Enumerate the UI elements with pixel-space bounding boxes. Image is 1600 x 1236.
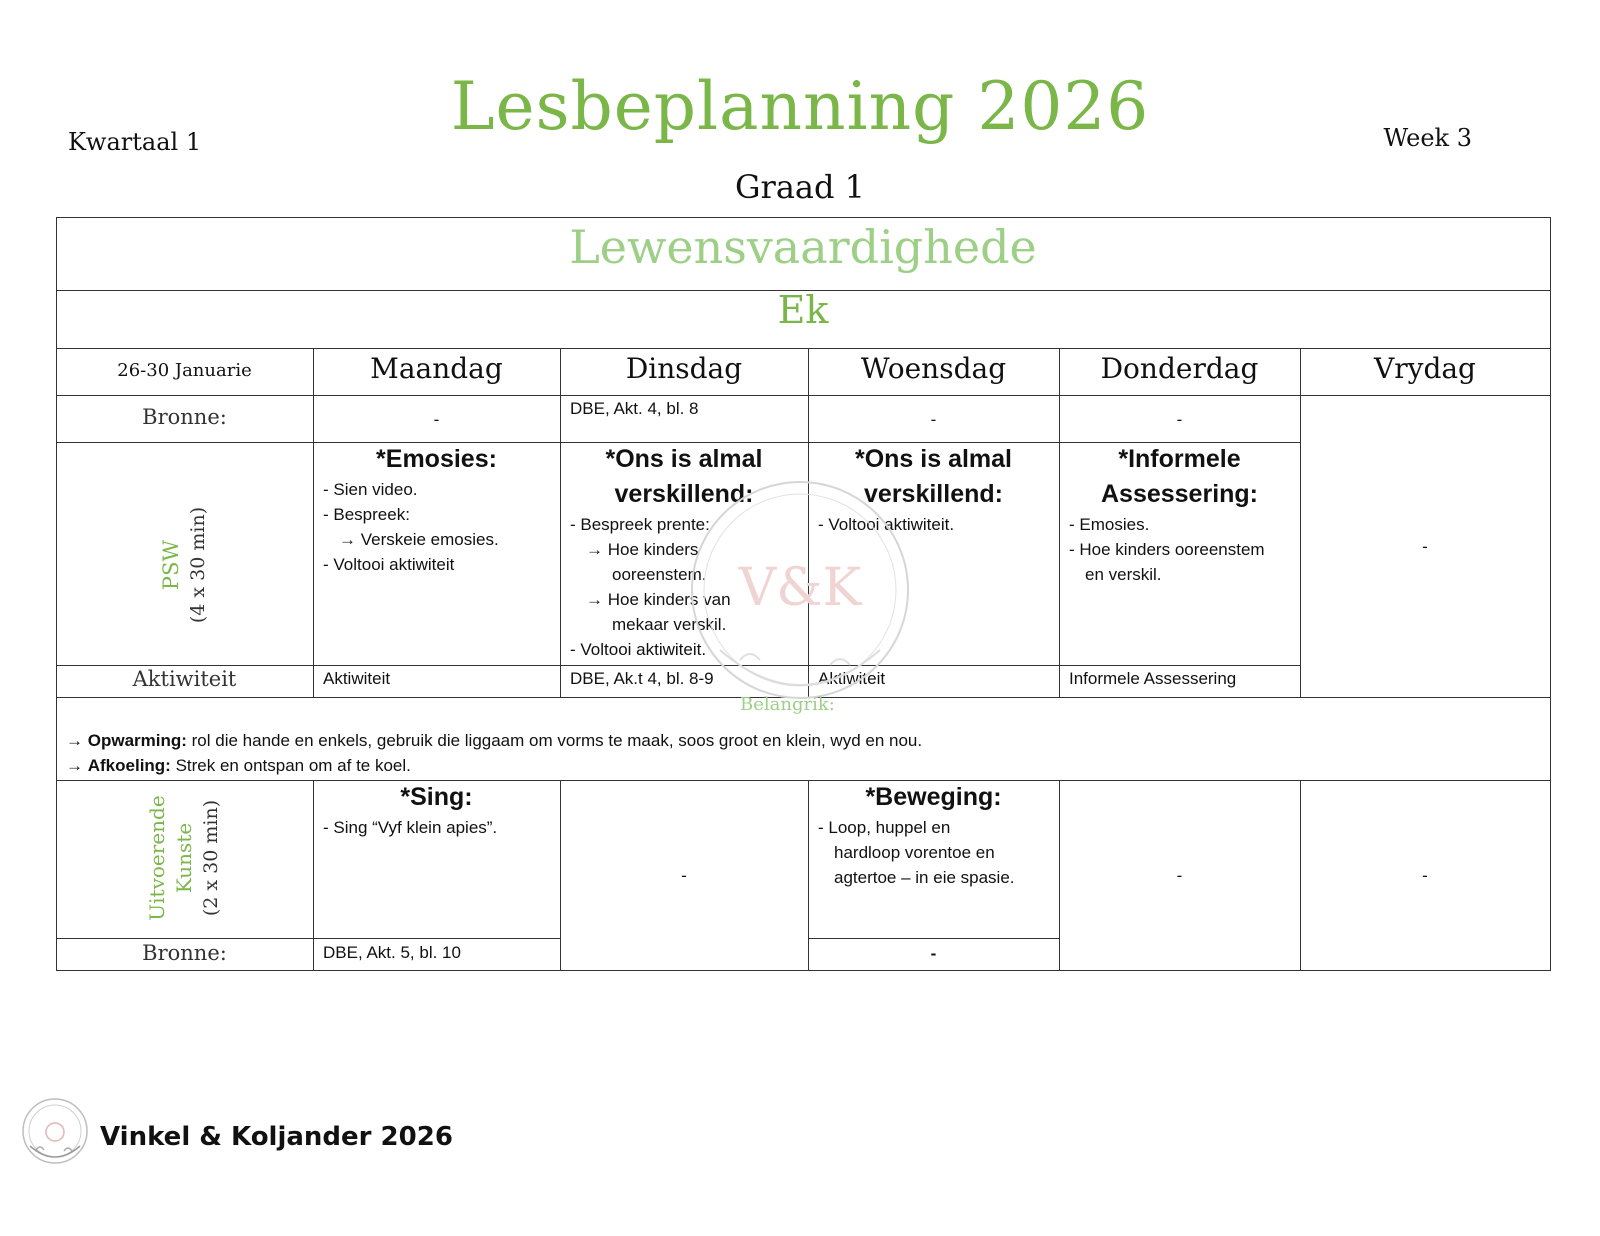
svg-text:V&K: V&K xyxy=(738,558,862,618)
grade-label: Graad 1 xyxy=(734,168,866,206)
arrow-icon: → xyxy=(66,731,83,750)
arts-thursday-cell: - xyxy=(1176,866,1183,885)
arts-label-1: Uitvoerende xyxy=(145,795,169,921)
psw-wednesday-heading: *Ons is almal verskillend: xyxy=(854,445,1013,508)
activity-tuesday: DBE, Ak.t 4, bl. 8-9 xyxy=(570,669,714,688)
arts-monday-cell xyxy=(313,780,560,840)
list-item: - Loop, huppel en xyxy=(818,818,951,837)
list-item: - Voltooi aktiwiteit xyxy=(323,555,455,574)
arts-duration: (2 x 30 min) xyxy=(200,799,222,917)
activity-label: Aktiwiteit xyxy=(132,667,237,691)
term-label: Kwartaal 1 xyxy=(68,128,202,156)
psw-label-cell xyxy=(56,442,313,665)
psw-monday-heading: *Emosies: xyxy=(376,445,497,473)
list-item: - Hoe kinders ooreenstem xyxy=(1069,540,1265,559)
psw-monday-cell xyxy=(313,442,560,577)
activity-wednesday: Aktiwiteit xyxy=(818,669,886,688)
day-wednesday: Woensdag xyxy=(860,352,1007,385)
footer-text: Vinkel & Koljander 2026 xyxy=(100,1122,453,1152)
psw-resources-wednesday: - xyxy=(930,410,937,429)
arrow-icon: → xyxy=(66,756,83,775)
day-monday: Maandag xyxy=(370,352,503,385)
list-item: agtertoe – in eie spasie. xyxy=(834,868,1015,887)
arts-label-2: Kunste xyxy=(172,822,196,894)
list-item: - Bespreek: xyxy=(323,505,410,524)
arts-wednesday-cell xyxy=(808,780,1059,890)
psw-label: PSW xyxy=(159,539,183,591)
arts-resources-label: Bronne: xyxy=(142,941,227,965)
list-item: ooreenstem. xyxy=(612,565,707,584)
psw-thursday-heading: *Informele Assessering: xyxy=(1100,445,1259,508)
list-item: - Voltooi aktiwiteit. xyxy=(818,515,955,534)
list-item: - Sing “Vyf klein apies”. xyxy=(323,818,498,837)
important-title: Belangrik: xyxy=(740,694,835,715)
arts-label-cell xyxy=(56,780,313,938)
footer-logo xyxy=(18,1094,92,1168)
arts-resources-monday: DBE, Akt. 5, bl. 10 xyxy=(323,943,461,962)
warmup-line xyxy=(66,728,1536,753)
subject-title: Lewensvaardighede xyxy=(569,220,1037,274)
warmup-label: Opwarming: xyxy=(87,731,187,750)
arts-wednesday-heading: *Beweging: xyxy=(865,783,1002,811)
list-item: - Voltooi aktiwiteit. xyxy=(570,640,707,659)
list-item: - Bespreek prente: xyxy=(570,515,710,534)
day-friday: Vrydag xyxy=(1374,352,1476,385)
psw-thursday-cell xyxy=(1059,442,1300,587)
watermark-logo xyxy=(680,470,920,710)
resources-label: Bronne: xyxy=(142,405,227,429)
arts-tuesday-cell: - xyxy=(681,866,687,885)
cooldown-line xyxy=(66,753,1536,778)
psw-duration: (4 x 30 min) xyxy=(187,506,209,624)
week-label: Week 3 xyxy=(1383,124,1472,152)
arts-friday-cell: - xyxy=(1422,866,1428,885)
psw-resources-thursday: - xyxy=(1176,410,1183,429)
activity-monday: Aktiwiteit xyxy=(323,669,391,688)
psw-resources-monday: - xyxy=(433,410,440,429)
activity-thursday: Informele Assessering xyxy=(1069,669,1237,688)
list-item: → Hoe kinders xyxy=(586,540,699,559)
psw-friday-cell: - xyxy=(1422,537,1428,556)
arts-monday-heading: *Sing: xyxy=(400,783,473,811)
list-item: - Sien video. xyxy=(323,480,418,499)
list-item: hardloop vorentoe en xyxy=(834,843,995,862)
cooldown-text: Strek en ontspan om af te koel. xyxy=(175,756,411,775)
day-thursday: Donderdag xyxy=(1100,352,1259,385)
arts-resources-wednesday: - xyxy=(930,944,937,963)
theme-title: Ek xyxy=(777,288,829,332)
list-item: mekaar verskil. xyxy=(612,615,727,634)
day-tuesday: Dinsdag xyxy=(625,352,743,385)
list-item: - Emosies. xyxy=(1069,515,1150,534)
psw-resources-tuesday: DBE, Akt. 4, bl. 8 xyxy=(570,399,699,418)
list-item: en verskil. xyxy=(1085,565,1162,584)
list-item: → Hoe kinders van xyxy=(586,590,731,609)
date-range: 26-30 Januarie xyxy=(117,360,252,381)
list-item: → Verskeie emosies. xyxy=(339,530,499,549)
warmup-text: rol die hande en enkels, gebruik die liggaam om vorms te maak, soos groot en klein, wyd en nou. xyxy=(191,731,923,750)
psw-tuesday-heading: *Ons is almal verskillend: xyxy=(605,445,763,508)
cooldown-label: Afkoeling: xyxy=(87,756,171,775)
page-title: Lesbeplanning 2026 xyxy=(450,68,1150,145)
